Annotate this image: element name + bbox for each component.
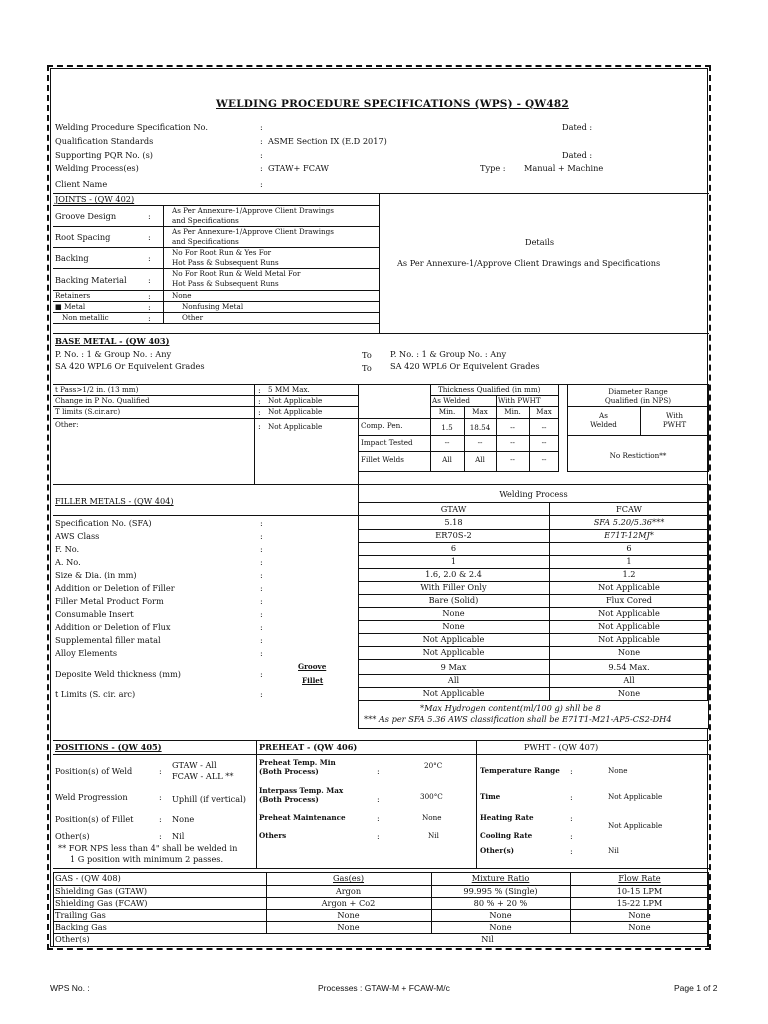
divider (358, 674, 709, 675)
pos-fillet-value: None (172, 814, 195, 824)
divider (163, 205, 164, 323)
pass-label: t Pass>1/2 in. (13 mm) (55, 385, 139, 394)
deposit-gtaw: 9 Max (440, 662, 467, 672)
deposit-label: Deposite Weld thickness (mm) (55, 669, 181, 679)
colon: : (159, 792, 162, 802)
filler-row-label: Size & Dia. (in mm) (55, 570, 137, 580)
grade-left: SA 420 WPL6 Or Equivelent Grades (55, 361, 205, 371)
preheat-others-value: Nil (428, 831, 439, 840)
filler-row-gtaw: Not Applicable (422, 634, 485, 644)
divider (53, 740, 709, 741)
footer-processes: Processes : GTAW-M + FCAW-M/c (318, 983, 450, 993)
pos-others-label: Other(s) (55, 831, 90, 841)
dated-label: Dated : (562, 122, 593, 132)
fillet-max: All (475, 455, 485, 464)
backing-material-label: Backing Material (55, 275, 127, 285)
colon: : (260, 122, 263, 132)
change-label: Change in P No. Qualified (55, 396, 150, 405)
comp-pwht-min: -- (510, 423, 515, 432)
colon: : (148, 232, 151, 242)
gas-row-mix: None (489, 922, 512, 932)
pos-weld-fcaw: FCAW - ALL ** (172, 771, 234, 781)
filler-row-label: Supplemental filler matal (55, 635, 161, 645)
divider (53, 333, 709, 334)
filler-row-label: Filler Metal Product Form (55, 596, 164, 606)
divider (254, 384, 255, 484)
max-header: Max (536, 407, 552, 416)
metal-label: ■ Metal (55, 302, 86, 311)
divider (379, 193, 380, 333)
backing-material-value: No For Root Run & Weld Metal For (172, 269, 301, 278)
gas-row-flow: None (628, 910, 651, 920)
to-label: To (362, 363, 372, 373)
divider (358, 659, 709, 660)
time-label: Time (480, 792, 501, 801)
colon: : (260, 557, 263, 567)
comp-min: 1.5 (441, 423, 453, 432)
joints-title: JOINTS - (QW 402) (55, 194, 135, 204)
impact-pwht-min: -- (510, 438, 515, 447)
filler-row-gtaw: 1 (450, 556, 457, 566)
change-value: Not Applicable (268, 396, 323, 405)
filler-row-gtaw: Not Applicable (422, 647, 485, 657)
colon: : (260, 669, 263, 679)
gas-row-gas: Argon + Co2 (321, 898, 376, 908)
divider (256, 740, 257, 868)
dia-as: As (599, 411, 608, 420)
filler-row-gtaw: None (442, 608, 465, 618)
colon: : (148, 253, 151, 263)
grade-right: SA 420 WPL6 Or Equivelent Grades (390, 361, 540, 371)
gas-header: Gas(es) (332, 873, 365, 883)
positions-title: POSITIONS - (QW 405) (55, 742, 162, 752)
qual-label: Qualification Standards (55, 136, 154, 146)
colon: : (260, 544, 263, 554)
colon: : (159, 831, 162, 841)
client-label: Client Name (55, 179, 108, 189)
colon: : (260, 518, 263, 528)
colon: : (148, 291, 151, 301)
colon: : (148, 313, 151, 323)
divider (358, 594, 709, 595)
gas-row-mix: 80 % + 20 % (473, 898, 528, 908)
fillet-min: All (442, 455, 452, 464)
gas-row-flow: None (628, 922, 651, 932)
page-title: WELDING PROCEDURE SPECIFICATIONS (WPS) - QW482 (216, 98, 569, 110)
tlimits-filler-label: t Limits (S. cir. arc) (55, 689, 136, 699)
divider (53, 933, 709, 934)
other-label: Other: (55, 420, 79, 429)
flow-header: Flow Rate (618, 873, 661, 883)
colon: : (260, 570, 263, 580)
colon: : (159, 814, 162, 824)
gas-row-label: Shielding Gas (GTAW) (55, 886, 148, 896)
wps-no-label: Welding Procedure Specification No. (55, 122, 208, 132)
colon: : (260, 583, 263, 593)
progression-value: Uphill (if vertical) (172, 794, 246, 804)
colon: : (258, 407, 261, 417)
gas-row-mix: 99.995 % (Single) (463, 886, 538, 896)
filler-row-gtaw: ER70S-2 (435, 530, 472, 540)
gas-others-value: Nil (481, 934, 494, 944)
colon: : (258, 385, 261, 395)
colon: : (260, 648, 263, 658)
divider (358, 542, 709, 543)
details-value: As Per Annexure-1/Approve Client Drawings and Specifications (397, 258, 661, 268)
root-value: As Per Annexure-1/Approve Client Drawings (172, 227, 334, 236)
dia-welded: Welded (590, 420, 617, 429)
other-value: Not Applicable (268, 422, 323, 431)
filler-row-label: Specification No. (SFA) (55, 518, 152, 528)
colon: : (258, 396, 261, 406)
divider (53, 921, 709, 922)
filler-row-label: AWS Class (55, 531, 100, 541)
colon: : (260, 689, 263, 699)
filler-row-fcaw: 6 (626, 543, 632, 553)
gas-row-flow: 15-22 LPM (616, 898, 663, 908)
gas-title: GAS - (QW 408) (55, 873, 121, 883)
pwht-others-label: Other(s) (480, 846, 515, 855)
comp-pen-label: Comp. Pen. (361, 421, 403, 430)
divider (53, 885, 709, 886)
min-header: Min. (438, 407, 456, 416)
fillet-fcaw: All (623, 675, 635, 685)
progression-label: Weld Progression (55, 792, 128, 802)
groove-value2: and Specifications (172, 216, 239, 225)
colon: : (159, 766, 162, 776)
max-header: Max (472, 407, 488, 416)
colon: : (377, 766, 380, 776)
impact-pwht-max: -- (541, 438, 547, 447)
pos-weld-gtaw: GTAW - All (172, 760, 217, 770)
colon: : (260, 179, 263, 189)
gas-row-gas: Argon (335, 886, 362, 896)
fillet-pwht-max: -- (541, 455, 547, 464)
details-label: Details (525, 237, 555, 247)
colon: : (570, 831, 573, 841)
sfa-note: *** As per SFA 5.36 AWS classification shall be E71T1-M21-AP5-CS2-DH4 (364, 714, 672, 724)
fillet-label: Fillet Welds (361, 455, 404, 464)
interpass-sub: (Both Process) (259, 795, 319, 804)
dia-with: With (665, 411, 684, 420)
backing-value: No For Root Run & Yes For (172, 248, 272, 257)
retainers-value: None (172, 291, 192, 300)
footer-page: Page 1 of 2 (674, 983, 718, 993)
thickness-title: Thickness Qualified (in mm) (438, 385, 541, 394)
backing-label: Backing (55, 253, 89, 263)
temp-range-label: Temperature Range (480, 766, 560, 775)
filler-row-fcaw: E71T-12MJ* (604, 530, 654, 540)
dated-label: Dated : (562, 150, 593, 160)
preheat-min-label: Preheat Temp. Min (259, 758, 336, 767)
colon: : (377, 813, 380, 823)
divider (53, 193, 709, 194)
divider (53, 515, 358, 516)
divider (358, 529, 709, 530)
interpass-label: Interpass Temp. Max (259, 786, 344, 795)
divider (358, 646, 709, 647)
divider (358, 687, 709, 688)
tlimits-value: Not Applicable (268, 407, 323, 416)
backing-material-value2: Hot Pass & Subsequent Runs (172, 279, 279, 288)
pqr-label: Supporting PQR No. (s) (55, 150, 153, 160)
colon: : (377, 794, 380, 804)
divider (53, 418, 358, 419)
gtaw-header: GTAW (440, 504, 467, 514)
divider (476, 740, 477, 868)
gas-row-gas: None (337, 922, 360, 932)
maintenance-value: None (422, 813, 442, 822)
filler-row-fcaw: SFA 5.20/5.36*** (593, 517, 665, 527)
gas-row-flow: 10-15 LPM (616, 886, 663, 896)
deposit-fcaw: 9.54 Max. (608, 662, 650, 672)
mixture-header: Mixture Ratio (471, 873, 530, 883)
colon: : (570, 813, 573, 823)
base-title: BASE METAL - (QW 403) (55, 336, 170, 346)
filler-row-gtaw: Bare (Solid) (428, 595, 479, 605)
gas-row-mix: None (489, 910, 512, 920)
preheat-others-label: Others (259, 831, 287, 840)
min-header: Min. (504, 407, 521, 416)
metal-value: Nonfusing Metal (182, 302, 244, 311)
colon: : (377, 831, 380, 841)
temp-range-value: None (608, 766, 628, 775)
backing-value2: Hot Pass & Subsequent Runs (172, 258, 279, 267)
heating-label: Heating Rate (480, 813, 534, 822)
preheat-min-sub: (Both Process) (259, 767, 319, 776)
gas-row-label: Backing Gas (55, 922, 107, 932)
divider (567, 406, 709, 407)
pos-others-value: Nil (172, 831, 185, 841)
filler-row-fcaw: Not Applicable (598, 582, 660, 592)
filler-row-gtaw: 6 (450, 543, 457, 553)
tlimits-label: T limits (S.cir.arc) (55, 407, 121, 416)
divider (53, 754, 709, 755)
fillet-gtaw: All (447, 675, 460, 685)
pwht-others-value: Nil (608, 846, 619, 855)
gas-others-label: Other(s) (55, 934, 90, 944)
type-value: Manual + Machine (524, 163, 604, 173)
divider (53, 290, 379, 291)
colon: : (258, 421, 261, 431)
colon: : (148, 275, 151, 285)
groove-label: Groove Design (55, 211, 117, 221)
colon: : (260, 609, 263, 619)
filler-row-label: Addition or Deletion of Filler (55, 583, 175, 593)
filler-row-gtaw: None (442, 621, 465, 631)
colon: : (260, 622, 263, 632)
colon: : (260, 136, 263, 146)
welding-process-header: Welding Process (499, 489, 568, 499)
p-no-left: P. No. : 1 & Group No. : Any (55, 349, 172, 359)
divider (358, 502, 709, 503)
footer-wps: WPS No. : (50, 983, 90, 993)
filler-row-label: Consumable Insert (55, 609, 134, 619)
filler-row-fcaw: Flux Cored (606, 595, 652, 605)
divider (358, 555, 709, 556)
colon: : (148, 211, 151, 221)
filler-row-label: Alloy Elements (55, 648, 118, 658)
nps-note: ** FOR NPS less than 4" shall be welded in (58, 843, 238, 853)
to-label: To (362, 350, 372, 360)
divider (567, 435, 709, 436)
filler-row-label: Addition or Deletion of Flux (55, 622, 171, 632)
fillet-sub: Fillet (302, 676, 324, 685)
divider (53, 897, 709, 898)
process-label: Welding Process(es) (55, 163, 139, 173)
filler-row-fcaw: None (617, 647, 641, 657)
impact-max: -- (477, 438, 483, 447)
heating-value: Not Applicable (608, 821, 663, 830)
process-value: GTAW+ FCAW (268, 163, 329, 173)
diameter-title: Diameter Range (608, 387, 668, 396)
gas-row-label: Trailing Gas (55, 910, 106, 920)
dia-pwht: PWHT (662, 420, 687, 429)
type-label: Type : (480, 163, 506, 173)
divider (358, 568, 709, 569)
p-no-right: P. No. : 1 & Group No. : Any (390, 349, 507, 359)
interpass-value: 300°C (420, 792, 443, 801)
with-pwht-header: With PWHT (498, 396, 541, 405)
colon: : (260, 150, 263, 160)
nonmetal-value: Other (182, 313, 204, 322)
pass-value: 5 MM Max. (268, 385, 310, 394)
filler-row-gtaw: 5.18 (444, 517, 463, 527)
colon: : (570, 846, 573, 856)
colon: : (260, 596, 263, 606)
divider (53, 909, 709, 910)
fillet-pwht-min: -- (510, 455, 515, 464)
colon: : (260, 163, 263, 173)
pos-fillet-label: Position(s) of Fillet (55, 814, 134, 824)
filler-row-gtaw: With Filler Only (420, 582, 487, 592)
hydrogen-note: *Max Hydrogen content(ml/100 g) shll be 8 (420, 703, 601, 713)
nonmetal-label: Non metallic (62, 313, 109, 322)
preheat-title: PREHEAT - (QW 406) (259, 742, 358, 752)
diameter-subtitle: Qualified (in NPS) (604, 396, 672, 405)
nps-note2: 1 G position with minimum 2 passes. (70, 854, 224, 864)
fcaw-header: FCAW (616, 504, 642, 514)
preheat-min-value: 20°C (424, 761, 443, 770)
colon: : (570, 792, 573, 802)
filler-row-fcaw: Not Applicable (598, 608, 660, 618)
pos-weld-label: Position(s) of Weld (55, 766, 133, 776)
gas-row-label: Shielding Gas (FCAW) (55, 898, 148, 908)
tlimits-gtaw: Not Applicable (422, 688, 485, 698)
retainers-label: Retainers (55, 291, 91, 300)
colon: : (260, 635, 263, 645)
filler-row-label: F. No. (55, 544, 80, 554)
filler-row-fcaw: Not Applicable (598, 621, 660, 631)
pwht-title: PWHT - (QW 407) (524, 742, 599, 752)
groove-sub: Groove (298, 662, 327, 671)
root-value2: and Specifications (172, 237, 239, 246)
colon: : (260, 531, 263, 541)
tlimits-fcaw: None (617, 688, 641, 698)
maintenance-label: Preheat Maintenance (259, 813, 346, 822)
gas-row-gas: None (337, 910, 360, 920)
comp-max: 18.54 (469, 423, 491, 432)
no-restriction: No Restiction** (609, 451, 667, 460)
divider (53, 323, 379, 324)
time-value: Not Applicable (608, 792, 663, 801)
filler-row-fcaw: 1.2 (622, 569, 636, 579)
colon: : (570, 766, 573, 776)
as-welded-header: As Welded (432, 396, 470, 405)
divider (358, 515, 709, 516)
filler-row-gtaw: 1.6, 2.0 & 2.4 (425, 569, 482, 579)
colon: : (148, 302, 151, 312)
filler-row-label: A. No. (55, 557, 81, 567)
filler-title: FILLER METALS - (QW 404) (55, 496, 174, 506)
root-label: Root Spacing (55, 232, 111, 242)
impact-min: -- (444, 438, 450, 447)
cooling-label: Cooling Rate (480, 831, 533, 840)
filler-row-fcaw: Not Applicable (598, 634, 660, 644)
impact-label: Impact Tested (361, 438, 413, 447)
divider (53, 868, 709, 869)
qual-value: ASME Section IX (E.D 2017) (268, 136, 387, 146)
groove-value: As Per Annexure-1/Approve Client Drawings (172, 206, 334, 215)
filler-row-fcaw: 1 (626, 556, 632, 566)
comp-pwht-max: -- (541, 423, 547, 432)
